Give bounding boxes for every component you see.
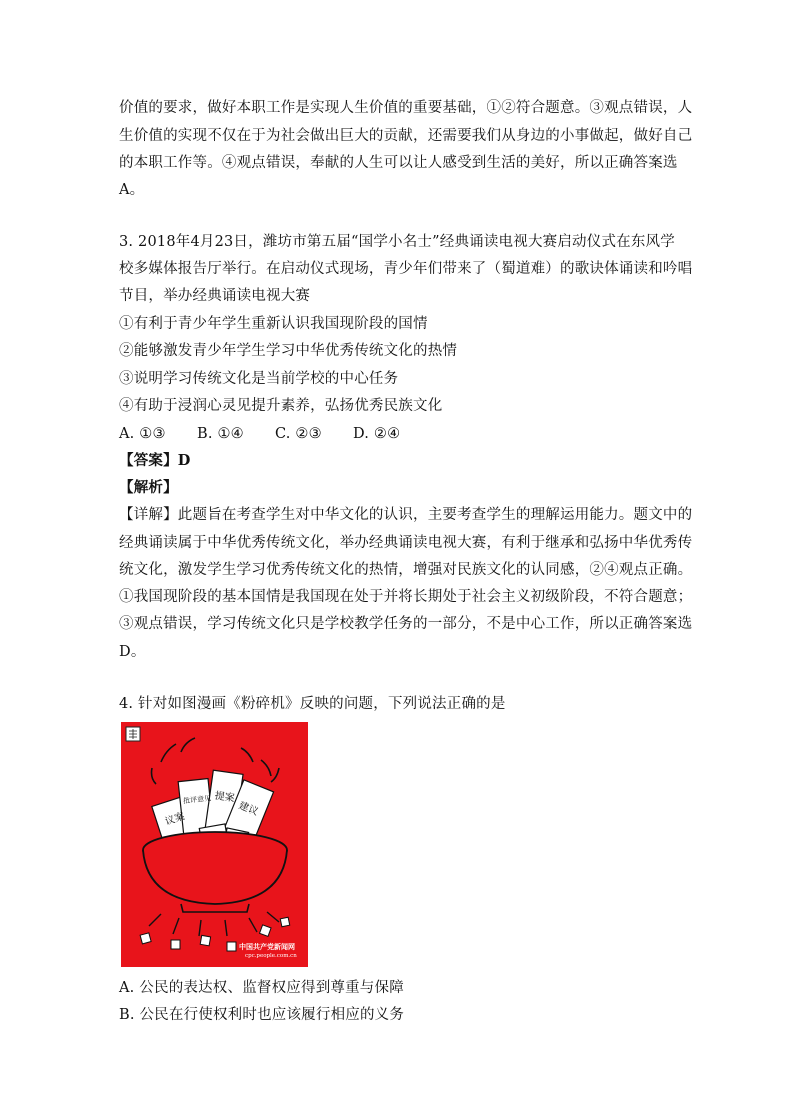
cartoon-caption: 中国共产党新闻网 <box>239 942 295 951</box>
statement-3: ③说明学习传统文化是当前学校的中心任务 <box>119 371 399 387</box>
answer-label: 【答案】D <box>119 452 191 469</box>
statement-2: ②能够激发青少年学生学习中华优秀传统文化的热情 <box>119 343 458 359</box>
paper-label-4: 建议 <box>236 800 260 819</box>
detail-line: ①我国现阶段的基本国情是我国现在处于并将长期处于社会主义初级阶段，不符合题意； <box>119 589 693 605</box>
detail-line: 统文化，激发学生学习优秀传统文化的热情，增强对民族文化的认同感，②④观点正确。 <box>119 562 693 578</box>
option-c: C. ②③ <box>275 426 322 442</box>
shredder-cartoon <box>121 722 308 967</box>
paper-label-2: 批评意见 <box>182 794 212 806</box>
detail-line: D。 <box>119 644 146 660</box>
question-3-stem: 3. 2018年4月23日，潍坊市第五届“国学小名士”经典诵读电视大赛启动仪式在东风学 <box>119 234 675 250</box>
statement-1: ①有利于青少年学生重新认识我国现阶段的国情 <box>119 316 428 332</box>
paper-label-3: 提案 <box>213 790 236 805</box>
cartoon-url: cpc.people.com.cn <box>245 953 297 959</box>
option-a: A. ①③ <box>119 426 166 442</box>
question-4-option-a: A. 公民的表达权、监督权应得到尊重与保障 <box>119 980 404 996</box>
question-3-stem: 校多媒体报告厅举行。在启动仪式现场，青少年们带来了（蜀道难）的歌诀体诵读和吟唱 <box>119 261 693 277</box>
statement-4: ④有助于浸润心灵见提升素养，弘扬优秀民族文化 <box>119 398 443 414</box>
question-4-option-b: B. 公民在行使权利时也应该履行相应的义务 <box>119 1007 405 1023</box>
paper-label-1: 议案 <box>163 811 187 828</box>
option-d: D. ②④ <box>353 426 401 442</box>
text-line: A。 <box>119 182 145 198</box>
text-line: 的本职工作等。④观点错误，奉献的人生可以让人感受到生活的美好，所以正确答案选 <box>119 155 678 171</box>
analysis-label: 【解析】 <box>119 479 178 496</box>
question-3-stem: 节目，举办经典诵读电视大赛 <box>119 288 311 304</box>
option-b: B. ①④ <box>197 426 244 442</box>
detail-line: 【详解】此题旨在考查学生对中华文化的认识，主要考查学生的理解运用能力。题文中的 <box>119 507 693 523</box>
detail-line: 经典诵读属于中华优秀传统文化，举办经典诵读电视大赛，有利于继承和弘扬中华优秀传 <box>119 535 693 551</box>
answer-options <box>119 424 400 444</box>
text-line: 生价值的实现不仅在于为社会做出巨大的贡献，还需要我们从身边的小事做起，做好自己 <box>119 128 693 144</box>
shredder-drawing <box>121 722 308 967</box>
question-4-stem: 4. 针对如图漫画《粉碎机》反映的问题，下列说法正确的是 <box>119 696 506 712</box>
text-line: 价值的要求，做好本职工作是实现人生价值的重要基础，①②符合题意。③观点错误，人 <box>119 100 693 116</box>
detail-line: ③观点错误，学习传统文化只是学校教学任务的一部分，不是中心工作，所以正确答案选 <box>119 616 693 632</box>
